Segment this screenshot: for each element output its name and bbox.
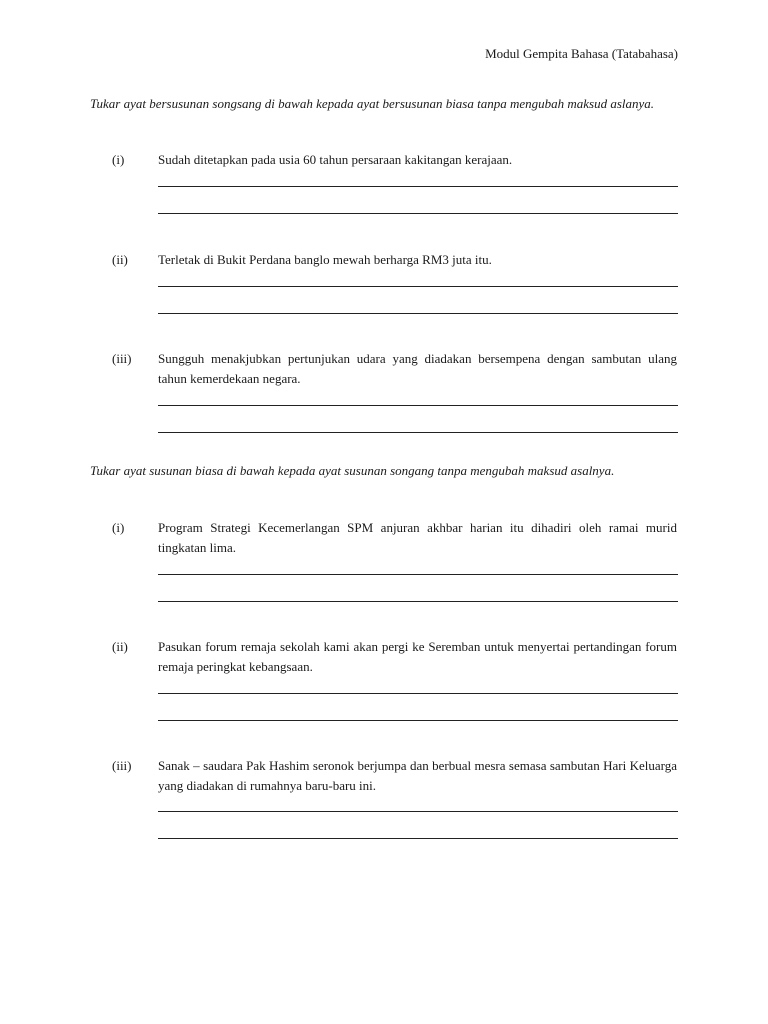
answer-line[interactable] — [158, 186, 678, 187]
answer-line[interactable] — [158, 601, 678, 602]
answer-line[interactable] — [158, 693, 678, 694]
section2-instruction: Tukar ayat susunan biasa di bawah kepada ayat susunan songang tanpa mengubah maksud asalnya. — [90, 463, 615, 478]
question-text: Pasukan forum remaja sekolah kami akan pergi ke Seremban untuk menyertai pertandingan forum remaja peringkat kebangsaan. — [158, 639, 677, 674]
question-text: Sungguh menakjubkan pertunjukan udara yang diadakan bersempena dengan sambutan ulang tahun kemerdekaan negara. — [158, 351, 677, 386]
question-number: (iii) — [112, 758, 132, 773]
question-text: Sudah ditetapkan pada usia 60 tahun persaraan kakitangan kerajaan. — [158, 152, 513, 167]
section2-question-2 — [90, 637, 677, 677]
question-number: (ii) — [112, 639, 128, 654]
page-header: Modul Gempita Bahasa (Tatabahasa) — [485, 46, 678, 61]
question-text: Sanak – saudara Pak Hashim seronok berjumpa dan berbual mesra semasa sambutan Hari Keluarga yang diadakan di rumahnya baru-baru ini. — [158, 758, 677, 793]
answer-line[interactable] — [158, 432, 678, 433]
section2-question-3 — [90, 756, 677, 796]
question-number: (i) — [112, 520, 125, 535]
answer-line[interactable] — [158, 811, 678, 812]
answer-line[interactable] — [158, 313, 678, 314]
answer-line[interactable] — [158, 720, 678, 721]
section1-question-1 — [90, 150, 677, 170]
answer-line[interactable] — [158, 574, 678, 575]
section1-question-3 — [90, 349, 677, 389]
question-number: (ii) — [112, 252, 128, 267]
answer-line[interactable] — [158, 405, 678, 406]
question-number: (i) — [112, 152, 125, 167]
answer-line[interactable] — [158, 286, 678, 287]
section2-question-1 — [90, 518, 677, 558]
answer-line[interactable] — [158, 838, 678, 839]
answer-line[interactable] — [158, 213, 678, 214]
question-number: (iii) — [112, 351, 132, 366]
section1-question-2 — [90, 250, 677, 270]
question-text: Program Strategi Kecemerlangan SPM anjuran akhbar harian itu dihadiri oleh ramai murid tingkatan lima. — [158, 520, 677, 555]
question-text: Terletak di Bukit Perdana banglo mewah berharga RM3 juta itu. — [158, 252, 492, 267]
section1-instruction: Tukar ayat bersusunan songsang di bawah kepada ayat bersusunan biasa tanpa mengubah maksud aslanya. — [90, 96, 655, 111]
